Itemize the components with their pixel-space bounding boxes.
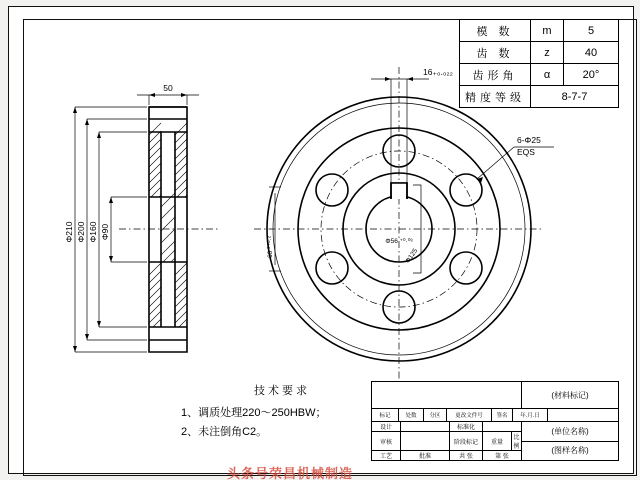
row-label: 阶段标记 bbox=[450, 432, 483, 450]
param-value: 40 bbox=[564, 42, 619, 64]
dim-hub: Φ125 bbox=[404, 247, 420, 265]
tech-requirement-item: 2、未注倒角C2。 bbox=[181, 426, 268, 438]
row-label: 设计 bbox=[372, 422, 401, 431]
title-block bbox=[371, 381, 619, 461]
title-block-left bbox=[372, 422, 522, 460]
dim-diameter-200: Φ200 bbox=[76, 221, 86, 243]
dim-keyway: 16₊₀.₀₂₂ bbox=[423, 67, 453, 77]
dim-width: 50 bbox=[163, 83, 173, 93]
title-block-top bbox=[372, 382, 618, 409]
param-symbol: m bbox=[531, 20, 564, 42]
table-row bbox=[372, 451, 521, 460]
watermark-text: 头条号荣昌机械制造 bbox=[227, 466, 354, 481]
part-name: (图样名称) bbox=[551, 446, 589, 456]
hole-note-line1: 6-Φ25 bbox=[517, 135, 541, 145]
dim-bore: Φ56 ⁺⁰·⁰³ bbox=[385, 238, 413, 245]
row-label: 重量 bbox=[483, 432, 512, 450]
dim-diameter-210: Φ210 bbox=[64, 221, 74, 243]
tech-requirements-title: 技术要求 bbox=[254, 385, 310, 397]
row-label: 标准化 bbox=[450, 422, 483, 431]
row-value bbox=[401, 432, 450, 450]
technical-requirements bbox=[177, 382, 387, 442]
front-view bbox=[254, 67, 554, 387]
param-symbol: α bbox=[531, 64, 564, 86]
section-view bbox=[64, 83, 219, 352]
table-row bbox=[372, 422, 521, 432]
param-name: 齿形角 bbox=[460, 64, 531, 86]
title-block-blank bbox=[372, 382, 522, 408]
sheet-frame bbox=[8, 6, 634, 481]
row-label: 工艺 bbox=[372, 451, 401, 460]
col-header: 标记 bbox=[372, 409, 399, 421]
row-label: 共 张 bbox=[450, 451, 483, 460]
param-value: 20° bbox=[564, 64, 619, 86]
row-label: 审核 bbox=[372, 432, 401, 450]
col-header: 分区 bbox=[424, 409, 447, 421]
row-value bbox=[401, 422, 450, 431]
row-label: 第 张 bbox=[495, 454, 509, 460]
dim-diameter-160: Φ160 bbox=[88, 221, 98, 243]
row-label: 比例 bbox=[513, 435, 520, 450]
param-name: 模 数 bbox=[460, 20, 531, 42]
param-symbol: z bbox=[531, 42, 564, 64]
title-block-right bbox=[522, 422, 618, 460]
title-block-col-headers bbox=[372, 409, 618, 422]
bolt-hole bbox=[450, 252, 482, 284]
col-header: 签名 bbox=[492, 409, 513, 421]
param-value: 8-7-7 bbox=[531, 86, 619, 108]
material-mark: (材料标记) bbox=[551, 390, 589, 400]
bolt-hole bbox=[316, 174, 348, 206]
title-block-rows bbox=[372, 422, 618, 460]
param-name: 齿 数 bbox=[460, 42, 531, 64]
col-header: 更改文件号 bbox=[447, 409, 492, 421]
col-header: 年.月.日 bbox=[520, 413, 540, 419]
hole-note-line2: EQS bbox=[517, 147, 535, 157]
col-header: 处数 bbox=[399, 409, 424, 421]
col-header-blank bbox=[547, 409, 618, 421]
dim-diameter-90: Φ90 bbox=[100, 223, 110, 241]
param-name: 精度等级 bbox=[460, 86, 531, 108]
bolt-hole bbox=[316, 252, 348, 284]
table-row bbox=[372, 432, 521, 451]
dim-bolt-circle: 60 ⁰⁺⁰·² bbox=[267, 235, 274, 259]
tech-requirement-item: 1、调质处理220～250HBW； bbox=[181, 407, 327, 419]
row-value bbox=[483, 422, 521, 431]
row-label: 批准 bbox=[401, 451, 450, 460]
param-value: 5 bbox=[564, 20, 619, 42]
unit-name: (单位名称) bbox=[522, 422, 618, 442]
